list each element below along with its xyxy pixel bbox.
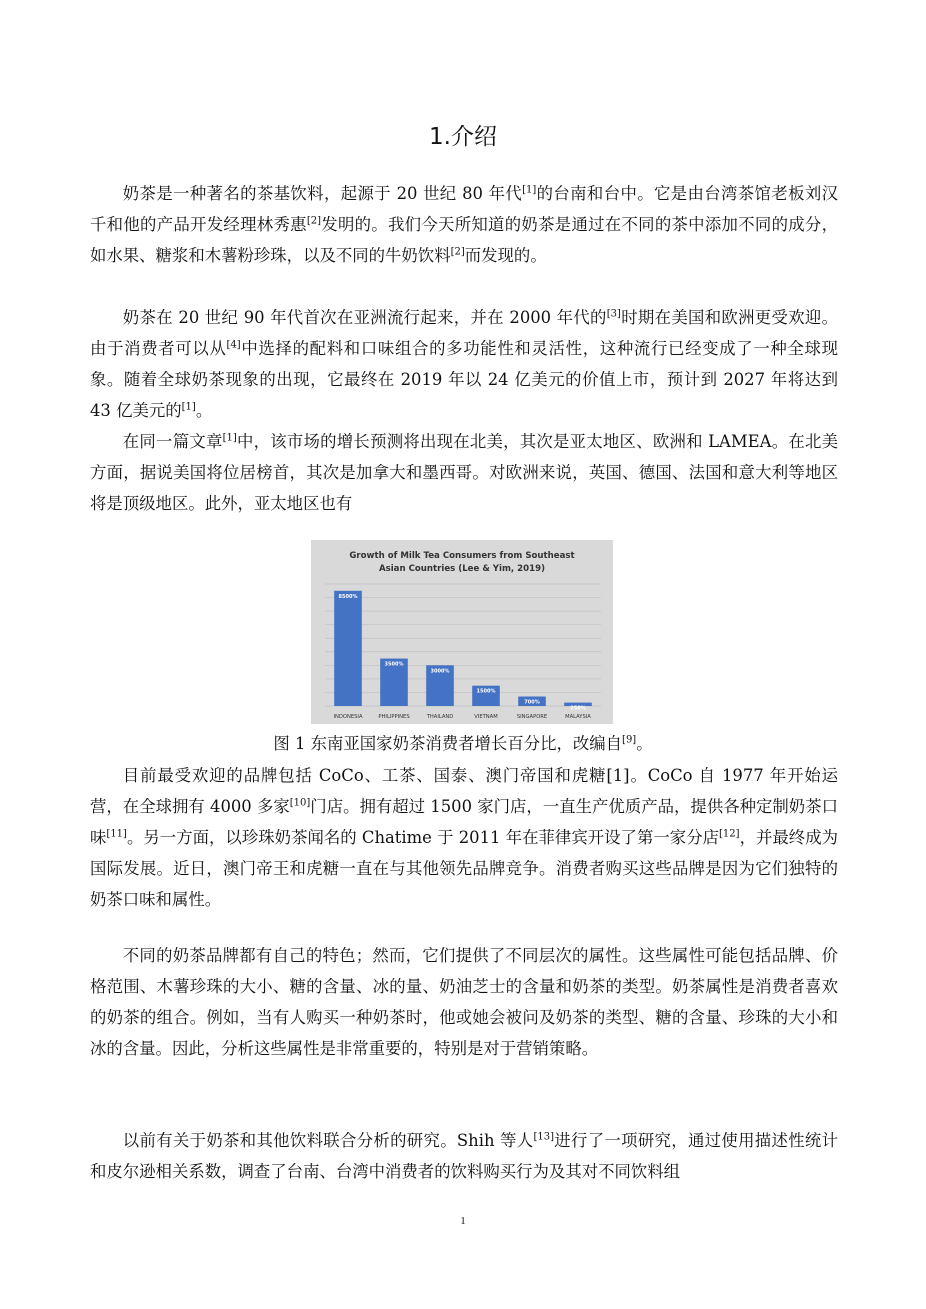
citation-superscript: [13] <box>533 1131 554 1143</box>
x-tick-label: SINGAPORE <box>516 714 548 720</box>
data-label: 8500% <box>338 593 358 600</box>
citation-superscript: [9] <box>622 734 637 746</box>
citation-superscript: [12] <box>719 828 740 840</box>
text-run: 门店。拥有超过 1500 家门店，一直生产优质产品，提供各种定制奶茶口味 <box>90 797 838 847</box>
data-label: 700% <box>524 699 540 706</box>
citation-superscript: [1] <box>181 401 196 413</box>
data-label: 1500% <box>476 688 496 695</box>
text-run: 进行了一项研究，通过使用描述性统计和皮尔逊相关系数，调查了台南、台湾中消费者的饮料购买行为及其对不同饮料组 <box>90 1131 838 1181</box>
citation-superscript: [10] <box>289 797 311 809</box>
x-tick-label: THAILAND <box>426 714 454 720</box>
text-run: 奶茶在 20 世纪 90 年代首次在亚洲流行起来，并在 2000 年代的 <box>122 308 607 327</box>
text-run: 中，该市场的增长预测将出现在北美，其次是亚太地区、欧洲和 LAMEA。在北美方面，据说美国将位居榜首，其次是加拿大和墨西哥。对欧洲来说，英国、德国、法国和意大利等地区将是顶级地区。此外，亚太地区也有 <box>90 432 839 513</box>
text-run: 以前有关于奶茶和其他饮料联合分析的研究。Shih 等人 <box>122 1131 534 1150</box>
chart-title-line: Asian Countries (Lee & Yim, 2019) <box>378 564 546 574</box>
paragraph-2 <box>90 302 838 426</box>
text-run: 目前最受欢迎的品牌包括 CoCo、工茶、国泰、澳门帝国和虎糖[1]。CoCo 自 1977 年开始运营，在全球拥有 4000 多家 <box>90 766 838 816</box>
paragraph-1 <box>90 178 838 271</box>
x-tick-label: MALAYSIA <box>565 714 591 720</box>
text-run: 。 <box>636 734 653 753</box>
chart-title-line: Growth of Milk Tea Consumers from Southeast <box>349 551 575 561</box>
bar-indonesia <box>334 591 362 706</box>
text-run: 奶茶是一种著名的茶基饮料，起源于 20 世纪 80 年代 <box>122 184 523 203</box>
page-number: 1 <box>460 1215 466 1227</box>
paragraph-6 <box>90 1125 838 1187</box>
citation-superscript: [11] <box>106 828 127 840</box>
text-run: 不同的奶茶品牌都有自己的特色；然而，它们提供了不同层次的属性。这些属性可能包括品牌、价格范围、木薯珍珠的大小、糖的含量、冰的量、奶油芝士的含量和奶茶的类型。奶茶属性是消费者喜欢的奶茶的组合。例如，当有人购买一种奶茶时，他或她会被问及奶茶的类型、糖的含量、珍珠的大小和冰的含量。因此，分析这些属性是非常重要的，特别是对于营销策略。 <box>90 946 838 1058</box>
text-run: 。另一方面，以珍珠奶茶闻名的 Chatime 于 2011 年在菲律宾开设了第一家分店 <box>126 828 720 847</box>
citation-superscript: [2] <box>306 215 321 227</box>
x-tick-label: INDONESIA <box>333 714 363 720</box>
figure-caption <box>0 731 926 757</box>
text-run: 中选择的配料和口味组合的多功能性和灵活性，这种流行已经变成了一种全球现象。随着全球奶茶现象的出现，它最终在 2019 年以 24 亿美元的价值上市，预计到 2027 年将达到 43 亿美元的 <box>90 339 839 420</box>
text-run: 图 1 东南亚国家奶茶消费者增长百分比，改编自 <box>273 734 623 753</box>
citation-superscript: [3] <box>606 308 621 320</box>
paragraph-3 <box>90 426 838 519</box>
citation-superscript: [1] <box>222 432 237 444</box>
citation-superscript: [4] <box>226 339 241 351</box>
x-tick-label: VIETNAM <box>474 714 498 720</box>
data-label: 3500% <box>384 661 404 668</box>
paragraph-4 <box>90 760 838 915</box>
bar-chart <box>311 540 613 724</box>
figure-1 <box>311 540 613 724</box>
section-title: 1.介绍 <box>429 124 497 150</box>
text-run: 发明的。我们今天所知道的奶茶是通过在不同的茶中添加不同的成分，如水果、糖浆和木薯粉珍珠，以及不同的牛奶饮料 <box>90 215 838 265</box>
data-label: 250% <box>570 705 586 712</box>
citation-superscript: [2] <box>450 246 465 258</box>
paragraph-5 <box>90 940 838 1064</box>
text-run: ，并最终成为国际发展。近日，澳门帝王和虎糖一直在与其他领先品牌竞争。消费者购买这些品牌是因为它们独特的奶茶口味和属性。 <box>90 828 839 909</box>
text-run: 。 <box>195 401 213 420</box>
citation-superscript: [1] <box>522 184 537 196</box>
text-run: 的台南和台中。它是由台湾茶馆老板刘汉千和他的产品开发经理林秀惠 <box>90 184 838 234</box>
text-run: 时期在美国和欧洲更受欢迎。由于消费者可以从 <box>90 308 839 358</box>
x-tick-label: PHILIPPINES <box>378 714 410 720</box>
text-run: 在同一篇文章 <box>122 432 223 451</box>
text-run: 而发现的。 <box>464 246 547 265</box>
data-label: 3000% <box>430 668 450 675</box>
